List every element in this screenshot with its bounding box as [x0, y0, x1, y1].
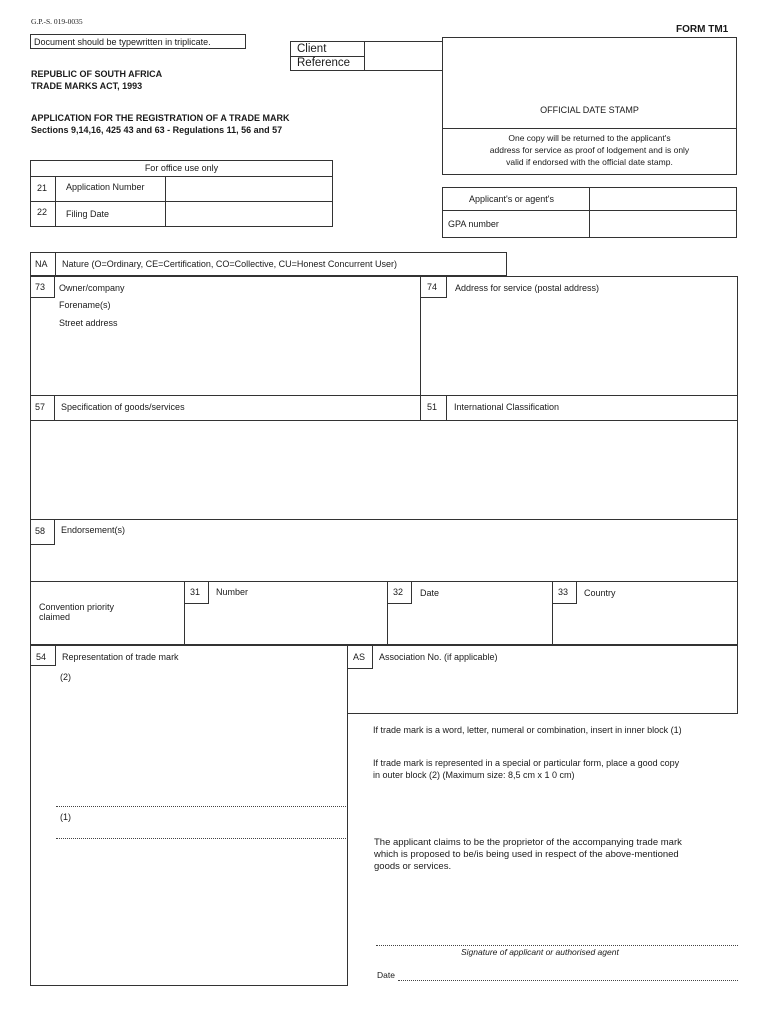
stamp-label: OFFICIAL DATE STAMP [540, 105, 639, 115]
client-reference-box [290, 41, 443, 71]
filing-date-code: 22 [37, 207, 48, 217]
client-reference-field[interactable] [365, 42, 442, 70]
form-code: G.P.-S. 019-0035 [31, 17, 83, 26]
forename-label: Forename(s) [59, 300, 111, 310]
convention-label-1: Convention priority [39, 602, 115, 612]
goods-services-field[interactable] [32, 423, 736, 517]
owner-code: 73 [35, 282, 46, 292]
inner-block-field[interactable] [57, 809, 345, 837]
stamp-note-2: address for service as proof of lodgement and is only [489, 145, 690, 155]
agent-gpa-box [442, 187, 737, 238]
association-field[interactable] [375, 670, 735, 712]
representation-box [30, 645, 348, 986]
official-stamp-box [442, 37, 737, 175]
outer-block-label: (2) [60, 672, 71, 682]
endorsement-field[interactable] [60, 546, 734, 578]
owner-field[interactable] [56, 334, 416, 392]
filing-date-label: Filing Date [66, 209, 110, 219]
agent-label: Applicant's or agent's [469, 194, 554, 204]
owner-label: Owner/company [59, 283, 125, 293]
sections-subtitle: Sections 9,14,16, 425 43 and 63 - Regulations 11, 56 and 57 [31, 125, 283, 135]
signature-field[interactable] [376, 910, 738, 944]
convention-country-code: 33 [558, 587, 569, 597]
gpa-label: GPA number [448, 219, 499, 229]
instruction-special-form-1: If trade mark is represented in a special or particular form, place a good copy [373, 758, 680, 768]
representation-code: 54 [36, 652, 47, 662]
convention-number-label: Number [216, 587, 249, 597]
service-address-field[interactable] [424, 300, 734, 392]
nature-label: Nature (O=Ordinary, CE=Certification, CO=Collective, CU=Honest Concurrent User) [62, 259, 397, 269]
classification-label: International Classification [454, 402, 560, 412]
typewritten-note: Document should be typewritten in triplicate. [34, 37, 211, 47]
application-number-label: Application Number [66, 182, 145, 192]
form-id: FORM TM1 [676, 24, 729, 35]
endorsement-code: 58 [35, 526, 46, 536]
date-field[interactable] [398, 966, 738, 980]
service-address-label: Address for service (postal address) [455, 283, 600, 293]
classification-code: 51 [427, 402, 438, 412]
convention-number-code: 31 [190, 587, 201, 597]
goods-code: 57 [35, 402, 46, 412]
date-label: Date [377, 970, 395, 980]
convention-country-label: Country [584, 588, 616, 598]
convention-date-field[interactable] [413, 604, 550, 643]
convention-label-2: claimed [39, 612, 71, 622]
client-label: Client [297, 43, 327, 55]
instruction-word-mark: If trade mark is a word, letter, numeral or combination, insert in inner block (1) [373, 725, 682, 735]
goods-label: Specification of goods/services [61, 402, 185, 412]
claim-line-2: which is proposed to be/is being used in respect of the above-mentioned [374, 849, 679, 860]
outer-block-field[interactable] [57, 682, 345, 802]
endorsement-label: Endorsement(s) [61, 525, 126, 535]
nature-box[interactable] [30, 252, 507, 276]
inner-block-label: (1) [60, 812, 71, 822]
convention-country-field[interactable] [578, 604, 735, 643]
typewritten-note-box [30, 34, 246, 49]
country-heading: REPUBLIC OF SOUTH AFRICA [31, 69, 163, 79]
application-number-code: 21 [37, 183, 48, 193]
instruction-special-form-2: in outer block (2) (Maximum size: 8,5 cm x 1 0 cm) [373, 770, 575, 780]
gpa-number-field[interactable] [590, 188, 736, 237]
association-code: AS [353, 652, 366, 662]
convention-number-field[interactable] [210, 604, 385, 643]
association-label: Association No. (if applicable) [379, 652, 498, 662]
signature-label: Signature of applicant or authorised agent [461, 947, 619, 957]
act-heading: TRADE MARKS ACT, 1993 [31, 81, 143, 91]
nature-code: NA [35, 259, 48, 269]
representation-label: Representation of trade mark [62, 652, 179, 662]
claim-line-3: goods or services. [374, 861, 452, 872]
stamp-note-3: valid if endorsed with the official date stamp. [506, 157, 673, 167]
reference-label: Reference [297, 57, 351, 69]
stamp-note-1: One copy will be returned to the applicant's [508, 133, 671, 143]
service-address-code: 74 [427, 282, 438, 292]
street-address-label: Street address [59, 318, 118, 328]
application-number-field[interactable] [166, 177, 331, 200]
claim-line-1: The applicant claims to be the proprietor of the accompanying trade mark [374, 837, 682, 848]
office-use-heading: For office use only [144, 163, 219, 173]
page-title: APPLICATION FOR THE REGISTRATION OF A TRADE MARK [31, 113, 290, 123]
association-box [347, 645, 738, 714]
filing-date-field[interactable] [166, 202, 331, 225]
convention-date-code: 32 [393, 587, 404, 597]
office-use-box [30, 160, 333, 227]
convention-date-label: Date [420, 588, 440, 598]
